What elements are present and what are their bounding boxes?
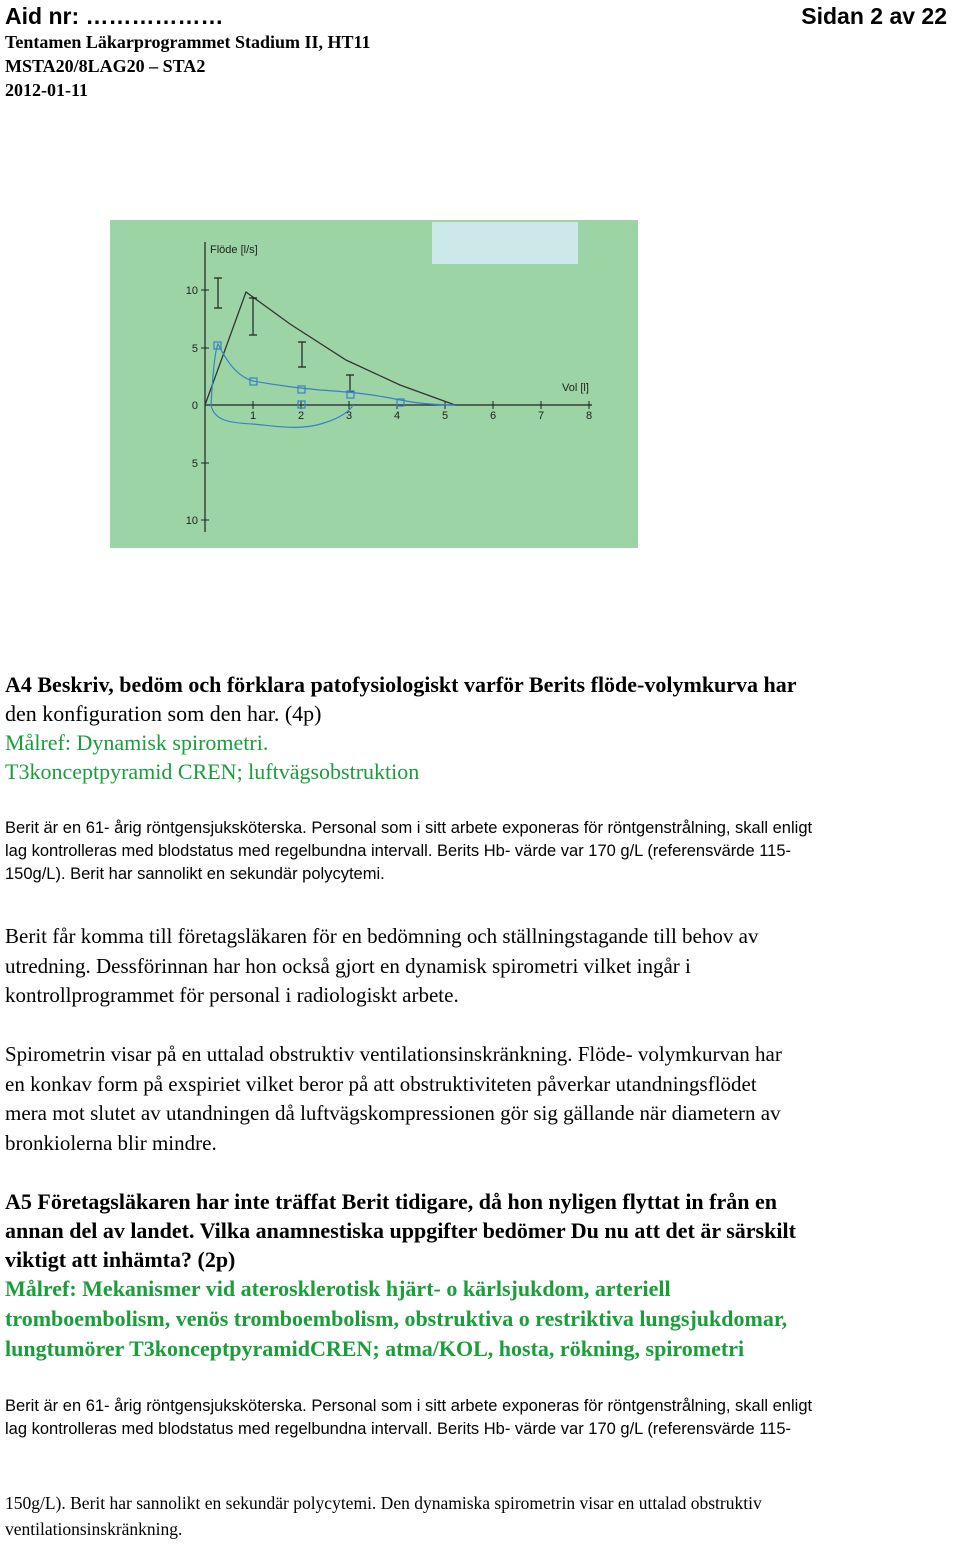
case-line: lag kontrolleras med blodstatus med regelbundna intervall. Berits Hb- värde var 170 g/L (referensvärde 115-	[5, 1420, 791, 1438]
paragraph-line: bronkiolerna blir mindre.	[5, 1130, 217, 1155]
patient-inspiratory-curve	[211, 405, 353, 427]
question-a5-title-line: viktigt att inhämta? (2p)	[5, 1247, 236, 1272]
x-axis-label: Vol [l]	[562, 382, 589, 394]
x-tick-label: 5	[441, 410, 449, 422]
paragraph-line: kontrollprogrammet för personal i radiologiskt arbete.	[5, 983, 459, 1007]
paragraph-line: mera mot slutet av utandningen då luftvägskompressionen gör sig gällande när diametern av	[5, 1101, 781, 1125]
flow-volume-chart	[110, 220, 638, 548]
y-tick-label: 5	[191, 343, 198, 355]
answer-line: 150g/L). Berit har sannolikt en sekundär polycytemi. Den dynamiska spirometrin visar en uttalad obstruktiv	[5, 1493, 762, 1513]
x-tick-label: 4	[393, 410, 401, 422]
case-line: Berit är en 61- årig röntgensjuksköterska. Personal som i sitt arbete exponeras för röntgenstrålning, skall enligt	[5, 1397, 813, 1415]
learning-objective-line: lungtumörer T3konceptpyramidCREN; atma/KOL, hosta, rökning, spirometri	[5, 1336, 745, 1361]
x-tick-label: 8	[585, 410, 593, 422]
y-tick-label: 0	[191, 400, 198, 412]
concept-pyramid: T3konceptpyramid CREN; luftvägsobstruktion	[5, 759, 420, 784]
y-tick-label: 5	[191, 458, 198, 470]
y-tick-label: 10	[185, 515, 198, 527]
learning-objective-line: tromboembolism, venös tromboembolism, obstruktiva o restriktiva lungsjukdomar,	[5, 1306, 788, 1331]
paragraph-referral	[5, 922, 955, 1011]
predicted-curve	[205, 292, 455, 405]
question-a5-title-line: annan del av landet. Vilka anamnestiska uppgifter bedömer Du nu att det är särskilt	[5, 1218, 796, 1243]
x-tick-label: 7	[537, 410, 545, 422]
learning-objective-line: Målref: Mekanismer vid aterosklerotisk hjärt- o kärlsjukdom, arteriell	[5, 1276, 671, 1301]
paragraph-line: Berit får komma till företagsläkaren för en bedömning och ställningstagande till behov av	[5, 924, 759, 948]
question-a5	[5, 1187, 955, 1364]
aid-number: Aid nr: ………………	[5, 3, 224, 29]
y-tick-label: 10	[185, 285, 198, 297]
flow-volume-figure	[110, 220, 638, 548]
paragraph-line: utredning. Dessförinnan har hon också gjort en dynamisk spirometri vilket ingår i	[5, 953, 691, 978]
answer-a5	[5, 1490, 955, 1542]
case-line: Berit är en 61- årig röntgensjuksköterska. Personal som i sitt arbete exponeras för röntgenstrålning, skall enligt	[5, 819, 813, 837]
exam-title: Tentamen Läkarprogrammet Stadium II, HT11	[5, 32, 371, 52]
question-a5-title-line: A5 Företagsläkaren har inte träffat Berit tidigare, då hon nyligen flyttat in från en	[5, 1189, 777, 1214]
x-tick-label: 3	[345, 410, 353, 422]
y-axis-label: Flöde [l/s]	[210, 244, 258, 256]
question-a4-title-line: den konfiguration som den har. (4p)	[5, 701, 322, 726]
paragraph-spirometry	[5, 1040, 955, 1158]
patient-measurement-markers	[214, 342, 404, 408]
label-box	[432, 222, 578, 264]
answer-line: ventilationsinskränkning.	[5, 1519, 183, 1539]
paragraph-line: en konkav form på exspiriet vilket beror på att obstruktiviteten påverkar utandningsflödet	[5, 1071, 757, 1096]
case-text-a5	[5, 1395, 955, 1441]
x-tick-label: 2	[297, 410, 305, 422]
page-number: Sidan 2 av 22	[801, 3, 947, 29]
question-a4-title-line: A4 Beskriv, bedöm och förklara patofysiologiskt varför Berits flöde-volymkurva har	[5, 672, 797, 697]
learning-objective: Målref: Dynamisk spirometri.	[5, 730, 269, 755]
x-tick-label: 6	[489, 410, 497, 422]
case-line: 150g/L). Berit har sannolikt en sekundär polycytemi.	[5, 865, 385, 883]
x-tick-label: 1	[249, 410, 257, 422]
case-text-a4	[5, 817, 955, 886]
question-a4	[5, 670, 955, 786]
paragraph-line: Spirometrin visar på en uttalad obstruktiv ventilationsinskränkning. Flöde- volymkurvan har	[5, 1042, 782, 1066]
patient-expiratory-curve	[211, 344, 455, 405]
case-line: lag kontrolleras med blodstatus med regelbundna intervall. Berits Hb- värde var 170 g/L (referensvärde 115-	[5, 842, 791, 860]
page-header	[5, 2, 955, 102]
course-code: MSTA20/8LAG20 – STA2	[5, 56, 206, 76]
reference-error-bars	[214, 278, 354, 392]
exam-date: 2012-01-11	[5, 80, 88, 100]
